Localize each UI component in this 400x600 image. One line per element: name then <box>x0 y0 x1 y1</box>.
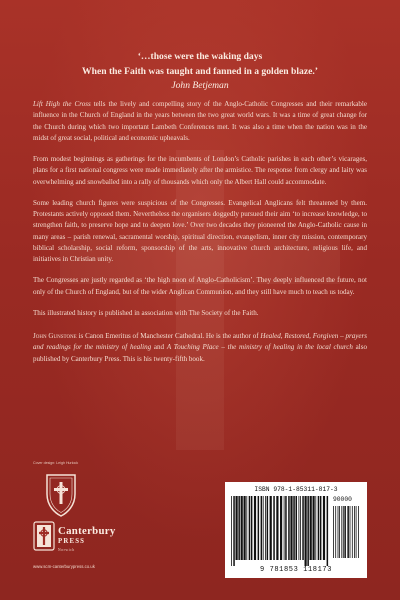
barcode-bar <box>358 506 359 558</box>
barcode-bar <box>302 496 304 560</box>
blurb <box>33 99 367 375</box>
barcode-bar <box>261 496 263 560</box>
epigraph-line-2: When the Faith was taught and fanned in a golden blaze.’ <box>82 65 318 77</box>
barcode-bar <box>251 496 253 560</box>
epigraph <box>0 50 400 94</box>
barcode-bar <box>310 496 312 560</box>
barcode-bar <box>315 496 316 560</box>
addon-barcode <box>333 506 361 566</box>
barcode-bar <box>254 496 256 560</box>
barcode-bar <box>354 506 355 558</box>
blurb-paragraph-1 <box>33 99 367 144</box>
publisher-logo <box>33 521 117 587</box>
author-bio <box>33 331 367 365</box>
publisher-name: Canterbury <box>58 525 116 537</box>
barcode-bar <box>347 506 349 558</box>
bio-book-1: Healed, Restored, Forgiven – prayers and readings for the ministry of healing <box>33 331 367 352</box>
barcode-bar <box>339 506 340 558</box>
barcode-bar <box>236 496 238 560</box>
price-code: 90000 <box>333 496 352 503</box>
barcode-bar <box>352 506 353 558</box>
author-name: John Gunstone <box>33 331 77 340</box>
publisher-press: PRESS <box>58 538 86 545</box>
bio-book-2: A Touching Place – the ministry of healing in the local church <box>166 343 353 352</box>
barcode-bar <box>335 506 336 558</box>
barcode-bar <box>280 496 282 560</box>
bio-and: and <box>151 343 167 352</box>
barcode-bar <box>343 506 344 558</box>
blurb-paragraph-1-text: tells the lively and compelling story of the Anglo-Catholic Congresses and their remarkable influence in the Church of England in the years between the two great world wars. It was a time of great change for the Church during which two important Lambeth Conferences met. It was also a time when the nation was in the midst of great social, political and economic upheavals. <box>33 100 367 142</box>
blurb-paragraph-5: This illustrated history is published in association with The Society of the Faith. <box>33 308 259 317</box>
barcode-bar <box>333 506 334 558</box>
barcode-bar <box>344 506 346 558</box>
blurb-paragraph-4: The Congresses are justly regarded as ‘the high noon of Anglo-Catholicism’. They deeply influenced the future, not only of the Church of England, but of the wider Anglican Communion, and they still have much to teach us today. <box>33 276 367 296</box>
society-crest-icon <box>43 472 79 518</box>
blurb-paragraph-2: From modest beginnings as gatherings for the incumbents of London’s Catholic parishes in each other’s vicarages, plans for a first national congress were made immediately after the armistice. The response from clergy and laity was overwhelming and snowballed into a rally of thousands which only the Albert Hall could accommodate. <box>33 154 367 186</box>
barcode-bar <box>270 496 272 560</box>
barcode-digits: 9 781853 118173 <box>259 566 332 574</box>
barcode-bar <box>284 496 285 560</box>
barcode-bar <box>288 496 290 560</box>
barcode-bar <box>356 506 357 558</box>
barcode-bar <box>249 496 251 560</box>
canterbury-press-emblem-icon <box>33 521 55 551</box>
barcode-bar <box>296 496 298 560</box>
epigraph-line-1: ‘…those were the waking days <box>137 51 263 62</box>
barcode-bar <box>263 496 264 560</box>
barcode-bar <box>238 496 240 560</box>
ean-barcode <box>231 496 331 566</box>
blurb-paragraph-3: Some leading church figures were suspicious of the Congresses. Evangelical Anglicans felt threatened by them. Protestants actively opposed them. Nevertheless the organisers doggedly pursued their aim ‘to increase knowledge, to strengthen faith, to preserve hope and to deepen love.’ Over two decades they pioneered the Anglo-Catholic cause in many areas – parish renewal, sacramental worship, spiritual direction, evangelism, inner city mission, contemporary biblical scholarship, social reform, sponsorship of the arts, innovative church architecture, religious life, and initiatives in Christian unity. <box>33 198 367 264</box>
barcode-bar <box>285 496 287 560</box>
barcode-bar <box>320 496 322 560</box>
barcode-bar <box>338 506 339 558</box>
barcode-bar <box>246 496 247 560</box>
barcode-bar <box>305 496 307 566</box>
cover-design-credit: Cover design: Leigh Hurlock <box>33 461 79 465</box>
barcode-bar <box>273 496 275 560</box>
barcode-bar <box>241 496 243 560</box>
barcode-bar <box>327 496 329 566</box>
bio-text-2: also published by Canterbury Press. This is his twenty-fifth book. <box>33 343 367 363</box>
barcode-bar <box>307 496 309 566</box>
barcode-panel <box>225 482 367 578</box>
barcode-bar <box>313 496 315 560</box>
barcode-bar <box>293 496 295 560</box>
epigraph-author: John Betjeman <box>171 80 229 91</box>
barcode-bar <box>290 496 292 560</box>
barcode-bar <box>244 496 246 560</box>
isbn-label: ISBN 978-1-85311-817-3 <box>254 486 338 493</box>
barcode-bar <box>258 496 260 560</box>
bio-text-1: is Canon Emeritus of Manchester Cathedral. He is the author of <box>76 331 261 340</box>
barcode-bar <box>299 496 300 560</box>
barcode-bar <box>231 496 232 566</box>
barcode-bar <box>323 496 325 560</box>
barcode-bar <box>318 496 320 560</box>
barcode-bar <box>267 496 269 560</box>
barcode-bar <box>300 496 301 560</box>
barcode-bar <box>265 496 266 560</box>
barcode-bar <box>341 506 342 558</box>
barcode-bar <box>350 506 351 558</box>
publisher-url: www.scm-canterburypress.co.uk <box>33 564 95 569</box>
publisher-place: Norwich <box>58 548 75 552</box>
barcode-bar <box>233 496 235 566</box>
book-title-italic: Lift High the Cross <box>33 100 91 108</box>
barcode-bar <box>276 496 278 560</box>
